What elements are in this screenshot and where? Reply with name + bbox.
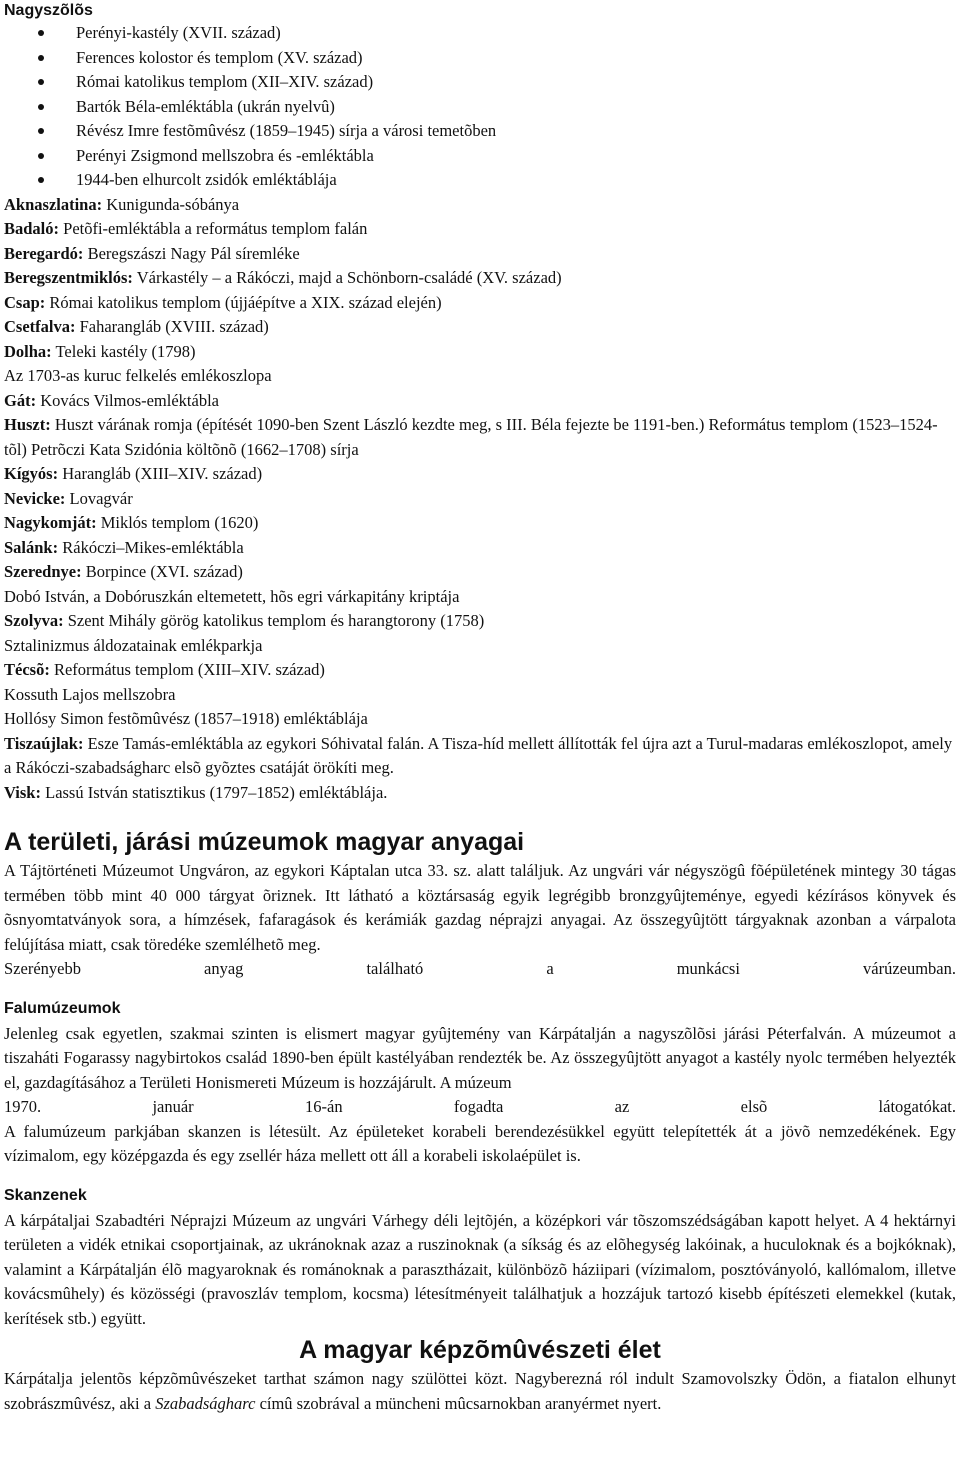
town-sights: Az 1703-as kuruc felkelés emlékoszlopa	[4, 366, 272, 385]
sculpture-title: Szabadságharc	[155, 1393, 256, 1413]
town-entry	[4, 781, 956, 806]
town-name: Szolyva:	[4, 611, 64, 630]
town-entries	[4, 193, 956, 806]
town-name: Gát:	[4, 390, 37, 410]
town-name: Beregszentmiklós:	[4, 268, 133, 287]
town-name: Beregardó:	[4, 243, 84, 263]
nagyszolos-sights-list	[4, 21, 956, 193]
paragraph-regional-museums: A Tájtörténeti Múzeumot Ungváron, az egykori Káptalan utca 33. sz. alatt találjuk. Az ungvári vár négyszögû fõépületének mintegy 30 tágas termében több mint 40 000 tárgyat õriznek. Itt látható a köztársaság egyik legrégibb bronzgyûjteménye, egyedi kézírásos könyvek és õsnyomtatványok sora, a hímzések, fafaragások és kerámiák gazdag néprajzi anyagai. Az összegyûjtött tárgyaknak azonban a várpalota felújítása miatt, csak töredéke szemlélhetõ meg.	[4, 861, 956, 954]
town-name: Visk:	[4, 782, 41, 802]
town-sights: Kossuth Lajos mellszobra	[4, 684, 176, 704]
town-sights: Sztalinizmus áldozatainak emlékparkja	[4, 635, 263, 655]
town-entry	[4, 364, 956, 389]
town-name: Aknaszlatina:	[4, 194, 103, 214]
town-entry	[4, 217, 956, 242]
list-item: Perényi Zsigmond mellszobra és -emléktábla	[76, 144, 956, 169]
town-entry	[4, 536, 956, 561]
town-entry	[4, 462, 956, 487]
town-sights: Kovács Vilmos-emléktábla	[36, 390, 219, 410]
town-entry	[4, 658, 956, 683]
list-item: Perényi-kastély (XVII. század)	[76, 21, 956, 46]
town-sights: Kunigunda-sóbánya	[102, 194, 240, 214]
town-entry	[4, 242, 956, 267]
town-sights: Harangláb (XIII–XIV. század)	[58, 464, 263, 483]
section-heading-village-museums: Falumúzeumok	[4, 999, 121, 1017]
town-entry	[4, 193, 956, 218]
town-sights: Római katolikus templom (újjáépítve a XIX. század elején)	[45, 292, 442, 312]
town-name: Szerednye:	[4, 562, 82, 581]
town-entry	[4, 266, 956, 291]
town-sights: Teleki kastély (1798)	[51, 341, 196, 361]
town-entry	[4, 340, 956, 365]
town-sights: Református templom (XIII–XIV. század)	[49, 660, 325, 679]
fine-arts-text-after: címû szobrával a müncheni mûcsarnokban aranyérmet nyert.	[255, 1393, 662, 1413]
town-name: Tiszaújlak:	[4, 733, 84, 753]
town-name: Csetfalva:	[4, 317, 76, 336]
paragraph-village-museums-last-line: 1970. január 16-án fogadta az elsõ látogatókat.	[4, 1097, 956, 1116]
paragraph-skanzen-park: A falumúzeum parkjában skanzen is létesült. Az épületeket korabeli berendezésükkel együtt telepítették át a jövõ nemzedékének. Egy vízimalom, egy középgazda és egy zsellér háza mellett ott áll a korabeli iskolaépület is.	[4, 1121, 956, 1165]
town-name: Técsõ:	[4, 660, 50, 679]
town-entry	[4, 291, 956, 316]
town-sights: Faharangláb (XVIII. század)	[75, 317, 269, 336]
town-entry	[4, 732, 956, 781]
town-name: Badaló:	[4, 219, 60, 238]
list-item: 1944-ben elhurcolt zsidók emléktáblája	[76, 168, 956, 193]
list-item: Bartók Béla-emléktábla (ukrán nyelvû)	[76, 95, 956, 120]
town-name: Csap:	[4, 292, 46, 312]
section-heading-fine-arts: A magyar képzõmûvészeti élet	[299, 1336, 661, 1364]
section-heading-regional-museums: A területi, járási múzeumok magyar anyagai	[4, 828, 525, 856]
town-sights: Várkastély – a Rákóczi, majd a Schönborn-családé (XV. század)	[132, 268, 562, 287]
town-sights: Miklós templom (1620)	[96, 513, 259, 532]
list-item: Révész Imre festõmûvész (1859–1945) sírja a városi temetõben	[76, 119, 956, 144]
town-sights: Dobó István, a Dobóruszkán eltemetett, hõs egri várkapitány kriptája	[4, 586, 460, 606]
town-sights: Lovagvár	[65, 488, 133, 508]
paragraph-regional-museums-last-line: Szerényebb anyag található a munkácsi várúzeumban.	[4, 959, 956, 978]
list-item: Római katolikus templom (XII–XIV. század)	[76, 70, 956, 95]
list-item: Ferences kolostor és templom (XV. század)	[76, 46, 956, 71]
town-sights: Petõfi-emléktábla a református templom falán	[59, 219, 368, 238]
town-name: Salánk:	[4, 537, 59, 557]
town-entry	[4, 389, 956, 414]
town-entry	[4, 707, 956, 732]
town-sights: Beregszászi Nagy Pál síremléke	[83, 243, 300, 263]
town-sights: Szent Mihály görög katolikus templom és harangtorony (1758)	[63, 611, 485, 630]
town-entry	[4, 585, 956, 610]
town-entry	[4, 609, 956, 634]
town-heading-nagyszolos: Nagyszõlõs	[4, 2, 93, 19]
town-entry	[4, 560, 956, 585]
fine-arts-text-before: Kárpátalja jelentõs képzõmûvészeket tarthat számon nagy szülöttei közt. Nagyberezná ról indult Szamovolszky Ödön, a fiatalon elhunyt szobrászmûvész, aki a	[4, 1369, 956, 1413]
town-entry	[4, 487, 956, 512]
paragraph-village-museums: Jelenleg csak egyetlen, szakmai szinten is elismert magyar gyûjtemény van Kárpátalján a nagyszõlõsi járási Péterfalván. A múzeumot a tiszaháti Fogarassy nagybirtokos család 1890-ben épült kastélyában rendezték be. Az összegyûjtött anyagot a kastély nyolc termében helyezték el, gazdagításához a Területi Honismereti Múzeum is hozzájárult. A múzeum	[4, 1023, 956, 1092]
town-sights: Rákóczi–Mikes-emléktábla	[58, 537, 244, 557]
town-sights: Esze Tamás-emléktábla az egykori Sóhivatal falán. A Tisza-híd mellett állították fel újra azt a Turul-madaras emlékoszlopot, amely a Rákóczi-szabadságharc elsõ gyõztes csatáját örökíti meg.	[4, 733, 953, 777]
town-entry	[4, 511, 956, 536]
town-name: Nevicke:	[4, 488, 66, 508]
paragraph-fine-arts	[4, 1367, 956, 1416]
town-name: Kígyós:	[4, 464, 59, 483]
town-name: Huszt:	[4, 415, 51, 434]
town-name: Dolha:	[4, 341, 52, 361]
town-name: Nagykomját:	[4, 513, 97, 532]
town-sights: Hollósy Simon festõmûvész (1857–1918) emléktáblája	[4, 709, 368, 728]
town-sights: Lassú István statisztikus (1797–1852) emléktáblája.	[40, 782, 388, 802]
section-heading-skanzens: Skanzenek	[4, 1186, 87, 1204]
paragraph-skanzens: A kárpátaljai Szabadtéri Néprajzi Múzeum az ungvári Várhegy déli lejtõjén, a középkori vár tõszomszédságában kapott helyet. A 4 hektárnyi területen a vidék etnikai csoportjainak, az ukránoknak azaz a ruszinoknak (a síkság és az elõhegység lakóinak, a huculoknak és a bojkóknak), valamint a Kárpátalján élõ magyaroknak és románoknak a parasztházait, különbözõ háziipari (vízimalom, posztóványoló, kallómalom, illetve kovácsmûhely) és közösségi (pravoszláv templom, kocsma) létesítményeit találhatjuk a hozzájuk tartozó kisebb építészeti elemekkel (kutak, kerítések stb.) együtt.	[4, 1210, 956, 1328]
town-entry	[4, 413, 956, 462]
town-entry	[4, 683, 956, 708]
town-sights: Huszt várának romja (építését 1090-ben Szent László kezdte meg, s III. Béla fejezte be 1191-ben.) Református templom (1523–1524-tõl) Petrõczi Kata Szidónia költõnõ (1662–1708) sírja	[4, 415, 938, 459]
town-sights: Borpince (XVI. század)	[81, 562, 243, 581]
town-entry	[4, 634, 956, 659]
town-entry	[4, 315, 956, 340]
